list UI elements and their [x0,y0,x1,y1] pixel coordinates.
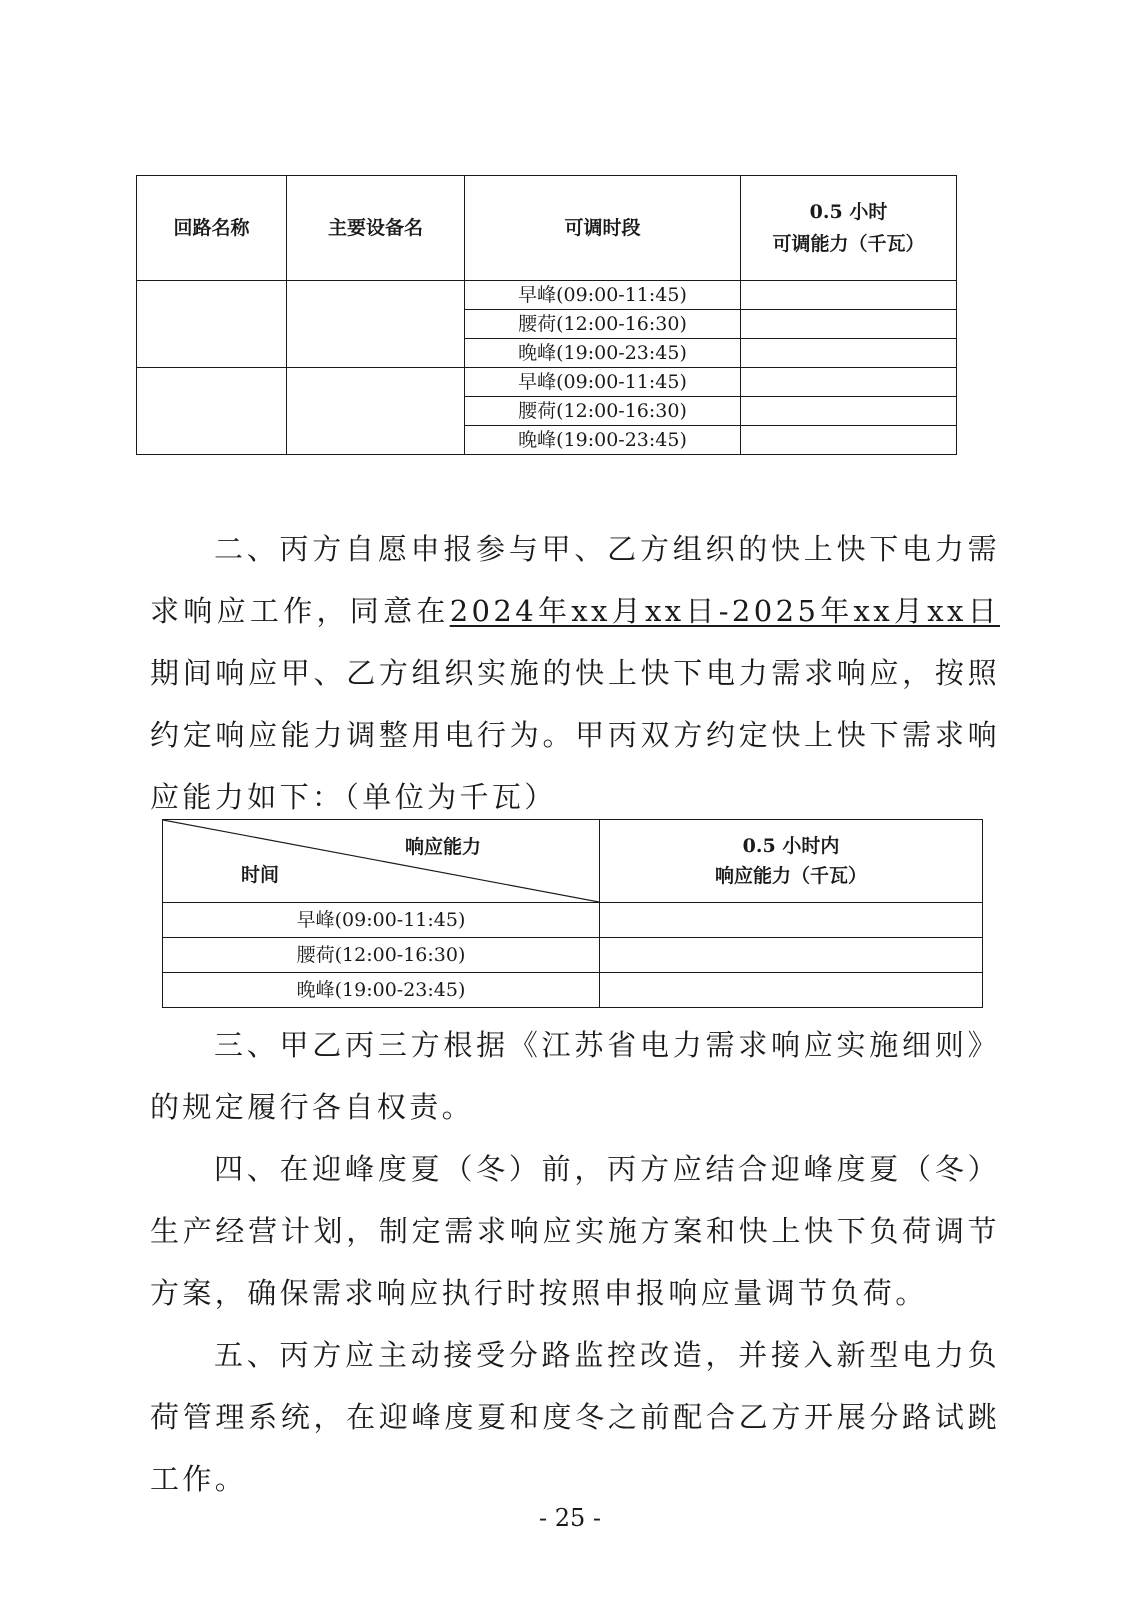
period-cell: 腰荷(12:00-16:30) [163,938,600,973]
period-cell: 早峰(09:00-11:45) [163,903,600,938]
diagonal-line [163,820,599,902]
period-cell: 晚峰(19:00-23:45) [465,339,741,368]
clause-3-paragraph: 三、甲乙丙三方根据《江苏省电力需求响应实施细则》的规定履行各自权责。 [150,1028,1000,1124]
capacity-cell [741,397,957,426]
equipment-cell [287,368,465,455]
header-capacity-line2: 可调能力（千瓦） [772,233,925,255]
clause-2-text-before: 二、丙方自愿申报参与甲、乙方组织的快上快下电力需求响应工作，同意在 [150,532,1000,628]
period-cell: 晚峰(19:00-23:45) [465,426,741,455]
table-header-row [163,820,983,903]
diag-header-response-capacity: 响应能力 [404,836,481,858]
clause-4-paragraph: 四、在迎峰度夏（冬）前，丙方应结合迎峰度夏（冬）生产经营计划，制定需求响应实施方案和快上快下负荷调节方案，确保需求响应执行时按照申报响应量调节负荷。 [150,1152,1000,1310]
clause-2-text-after: 期间响应甲、乙方组织实施的快上快下电力需求响应，按照约定响应能力调整用电行为。甲丙双方约定快上快下需求响应能力如下：（单位为千瓦） [150,656,1000,814]
capacity-cell [600,938,983,973]
table-row [163,938,983,973]
table-header-row [137,176,957,281]
equipment-cell [287,281,465,368]
header-main-equipment: 主要设备名 [287,176,465,281]
capacity-cell [741,426,957,455]
header-adjustable-period: 可调时段 [465,176,741,281]
period-cell: 早峰(09:00-11:45) [465,368,741,397]
capacity-cell [741,368,957,397]
response-capacity-table [162,819,983,1008]
period-cell: 晚峰(19:00-23:45) [163,973,600,1008]
table-row [163,973,983,1008]
header-capacity-line1: 0.5 小时内 [742,835,840,857]
circuit-name-cell [137,368,287,455]
period-cell: 腰荷(12:00-16:30) [465,310,741,339]
circuit-name-cell [137,281,287,368]
clause-2-date-range: 2024年xx月xx日-2025年xx月xx日 [449,594,1000,628]
header-response-capacity [600,820,983,903]
diagonal-header-cell [163,820,600,903]
page-number: - 25 - [538,1504,601,1532]
table-row [137,281,957,310]
table-row [163,903,983,938]
capacity-cell [741,281,957,310]
header-circuit-name: 回路名称 [137,176,287,281]
period-cell: 腰荷(12:00-16:30) [465,397,741,426]
capacity-cell [600,903,983,938]
period-cell: 早峰(09:00-11:45) [465,281,741,310]
header-capacity-line1: 0.5 小时 [809,201,888,223]
header-adjustable-capacity [741,176,957,281]
adjustable-capacity-table [136,175,957,455]
capacity-cell [741,310,957,339]
diag-header-time: 时间 [241,864,280,886]
clause-2-paragraph [150,518,1000,828]
capacity-cell [741,339,957,368]
capacity-cell [600,973,983,1008]
clause-5-paragraph: 五、丙方应主动接受分路监控改造，并接入新型电力负荷管理系统，在迎峰度夏和度冬之前配合乙方开展分路试跳工作。 [150,1338,1000,1496]
table-row [137,368,957,397]
header-capacity-line2: 响应能力（千瓦） [714,865,867,887]
